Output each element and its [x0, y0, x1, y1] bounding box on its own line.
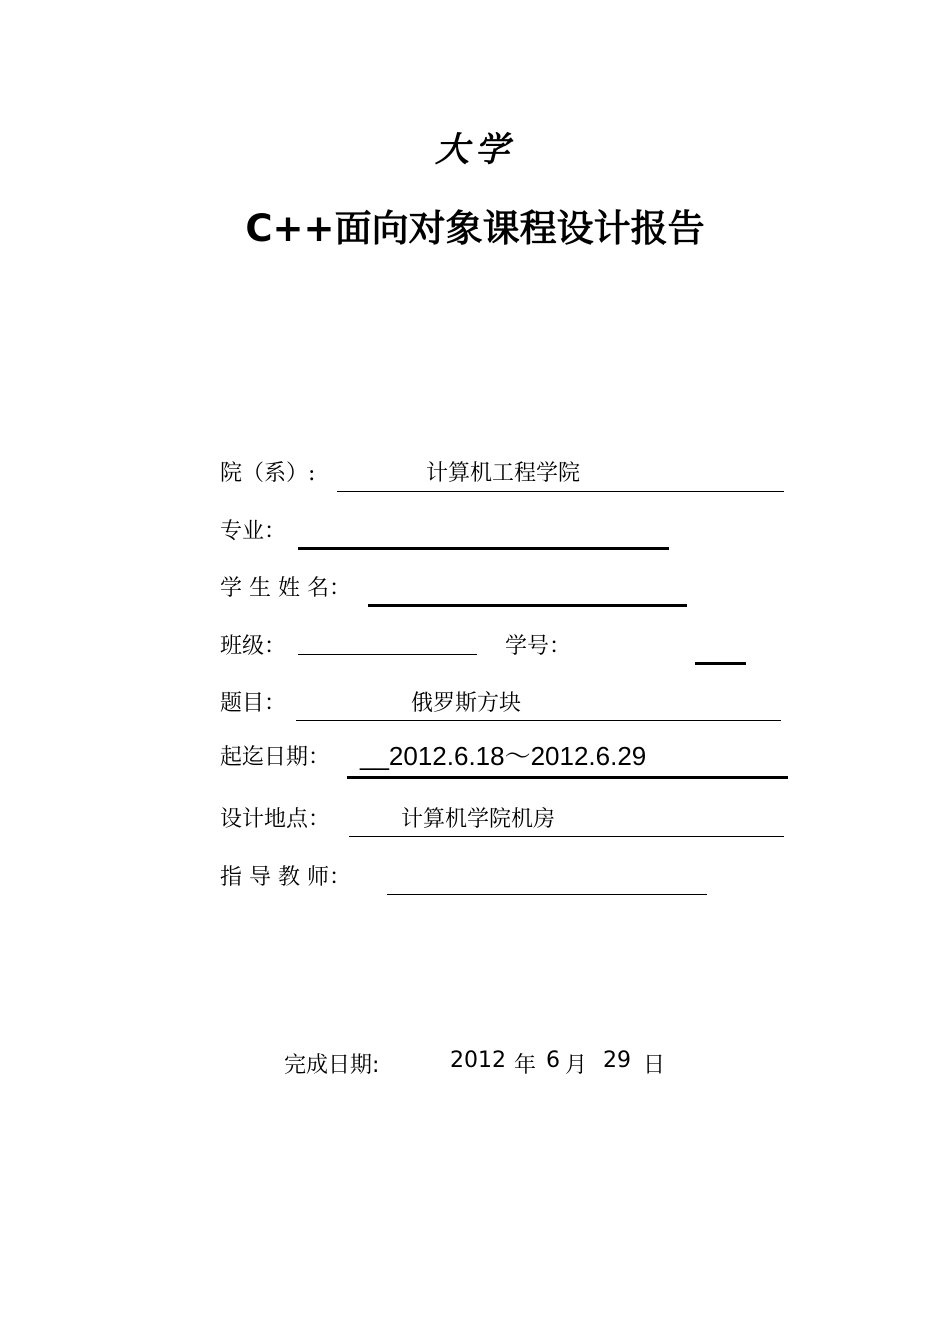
date-range-value: __2012.6.18～2012.6.29	[360, 741, 647, 771]
department-value: 计算机工程学院	[426, 461, 581, 486]
completion-year: 2012	[450, 1048, 506, 1073]
completion-day: 29	[603, 1048, 631, 1073]
topic-value: 俄罗斯方块	[411, 691, 522, 716]
advisor-label: 指 导 教 师：	[220, 865, 351, 890]
topic-label: 题目：	[220, 691, 287, 716]
location-label: 设计地点：	[220, 807, 331, 832]
student-id-underline	[695, 662, 746, 665]
date-range-label: 起迄日期：	[220, 745, 331, 770]
student-name-underline	[368, 604, 687, 607]
date-range-underline	[347, 776, 788, 779]
department-label: 院（系）:	[220, 461, 316, 486]
location-underline	[349, 836, 784, 837]
department-underline	[337, 491, 784, 492]
topic-underline	[296, 720, 781, 721]
completion-date-label: 完成日期:	[284, 1053, 380, 1078]
student-id-label: 学号：	[505, 634, 572, 659]
university-name: 大学	[435, 130, 515, 170]
completion-day-unit: 日	[643, 1053, 666, 1078]
class-label: 班级：	[220, 634, 287, 659]
report-title: C++面向对象课程设计报告	[245, 207, 705, 250]
major-label: 专业：	[220, 519, 287, 544]
student-name-label: 学 生 姓 名：	[220, 576, 351, 601]
completion-year-unit: 年	[514, 1053, 537, 1078]
class-underline	[298, 654, 477, 655]
completion-month: 6	[546, 1048, 560, 1073]
major-underline	[298, 547, 669, 550]
advisor-underline	[387, 894, 707, 895]
location-value: 计算机学院机房	[401, 807, 556, 832]
completion-month-unit: 月	[565, 1053, 588, 1078]
